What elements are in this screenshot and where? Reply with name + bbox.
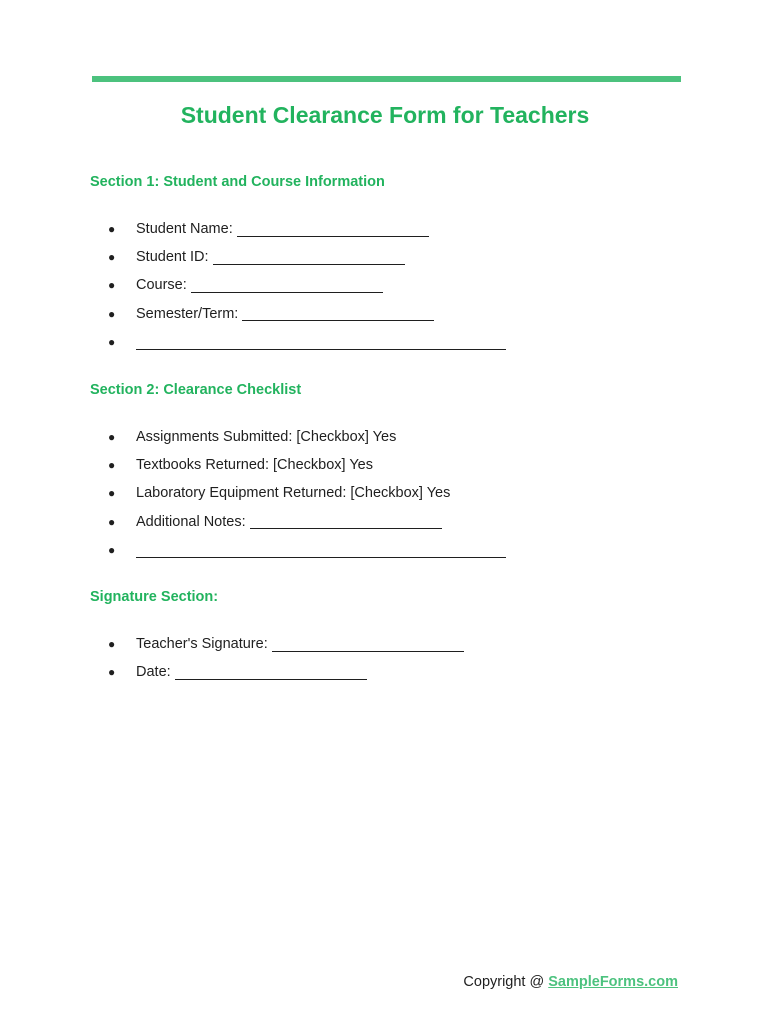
date-label: Date: xyxy=(136,664,171,681)
teacher-signature-label: Teacher's Signature: xyxy=(136,636,268,653)
additional-notes-label: Additional Notes: xyxy=(136,513,246,530)
bullet-icon: ● xyxy=(108,458,116,473)
signature-list xyxy=(108,630,464,686)
list-item-semester-term xyxy=(108,300,506,328)
semester-term-field[interactable] xyxy=(242,306,434,321)
assignments-submitted-label: Assignments Submitted: [Checkbox] Yes xyxy=(136,429,397,446)
page-title: Student Clearance Form for Teachers xyxy=(180,102,590,128)
student-id-label: Student ID: xyxy=(136,249,209,266)
list-item-teacher-signature xyxy=(108,630,464,658)
list-item-course xyxy=(108,271,506,299)
footer-copyright xyxy=(463,973,678,991)
course-label: Course: xyxy=(136,277,187,294)
bullet-icon: ● xyxy=(108,637,116,652)
section-1-heading: Section 1: Student and Course Information xyxy=(90,174,385,190)
textbooks-returned-label: Textbooks Returned: [Checkbox] Yes xyxy=(136,457,373,474)
date-field[interactable] xyxy=(175,665,367,680)
student-name-label: Student Name: xyxy=(136,221,233,238)
bullet-icon: ● xyxy=(108,514,116,529)
additional-notes-field[interactable] xyxy=(250,514,442,529)
section-2-heading: Section 2: Clearance Checklist xyxy=(90,382,302,398)
list-item-student-name xyxy=(108,215,506,243)
list-item-lab-equipment xyxy=(108,479,506,507)
bullet-icon: ● xyxy=(108,334,116,349)
student-name-field[interactable] xyxy=(237,222,429,237)
list-item-student-id xyxy=(108,243,506,271)
section-2-list xyxy=(108,423,506,564)
blank-field[interactable] xyxy=(136,541,506,558)
copyright-text: Copyright @ xyxy=(463,974,549,990)
list-item-blank xyxy=(108,536,506,564)
list-item-blank xyxy=(108,328,506,356)
bullet-icon: ● xyxy=(108,542,116,557)
teacher-signature-field[interactable] xyxy=(272,637,464,652)
brand-link[interactable]: SampleForms.com xyxy=(548,974,678,990)
blank-field[interactable] xyxy=(136,333,506,350)
semester-term-label: Semester/Term: xyxy=(136,305,239,322)
header-accent-bar xyxy=(92,76,681,82)
bullet-icon: ● xyxy=(108,250,116,265)
list-item-textbooks xyxy=(108,451,506,479)
lab-equipment-returned-label: Laboratory Equipment Returned: [Checkbox] Yes xyxy=(136,485,451,502)
bullet-icon: ● xyxy=(108,665,116,680)
bullet-icon: ● xyxy=(108,306,116,321)
bullet-icon: ● xyxy=(108,222,116,237)
student-id-field[interactable] xyxy=(213,250,405,265)
list-item-assignments xyxy=(108,423,506,451)
bullet-icon: ● xyxy=(108,278,116,293)
bullet-icon: ● xyxy=(108,430,116,445)
section-1-list xyxy=(108,215,506,356)
course-field[interactable] xyxy=(191,278,383,293)
signature-section-heading: Signature Section: xyxy=(90,589,219,605)
list-item-date xyxy=(108,658,464,686)
list-item-additional-notes xyxy=(108,508,506,536)
bullet-icon: ● xyxy=(108,486,116,501)
